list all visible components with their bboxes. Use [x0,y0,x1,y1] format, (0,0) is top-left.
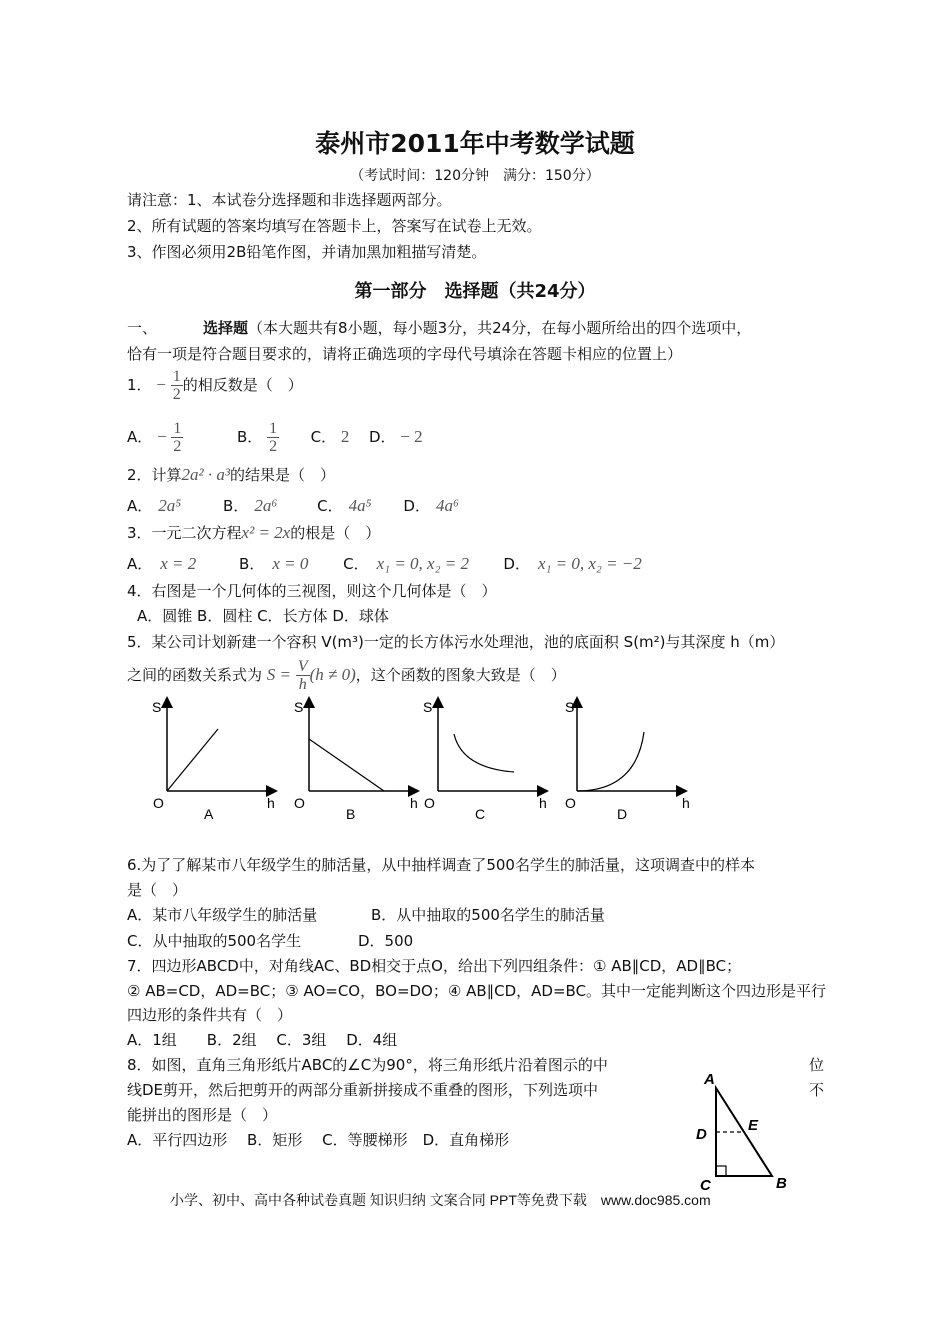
q2-options [127,494,459,518]
q1-a-minus: − [157,427,167,446]
note-3: 3、作图必须用2B铅笔作图，并请加黑加粗描写清楚。 [127,243,487,261]
q7-line3: 四边形的条件共有（ ） [127,1006,293,1024]
graph-b-x-label: h [410,795,418,811]
q8-line2-end: 不 [809,1081,825,1099]
q8-line3: 能拼出的图形是（ ） [127,1106,278,1124]
q8-triangle-figure [690,1064,800,1194]
vertex-a: A [704,1071,715,1088]
vertex-b: B [776,1175,787,1192]
q3-option-a: x = 2 [160,554,197,573]
right-angle-mark [716,1166,726,1176]
q3-option-b: x = 0 [272,554,309,573]
graph-b-option-label: B [346,806,356,822]
q5-graphs [140,696,700,831]
q6-option-c: C．从中抽取的500名学生 [127,932,302,950]
graph-b-origin: O [294,795,305,811]
intro-number: 一、 [127,319,158,337]
page-title: 泰州市2011年中考数学试题 [315,129,635,158]
q1-option-c: 2 [340,427,350,446]
q2-label-c: C． [317,497,343,515]
point-d: D [696,1126,707,1143]
q3-stem-b: 的根是（ ） [290,524,381,542]
q5-line1: 5．某公司计划新建一个容积 V(m³)一定的长方体污水处理池，池的底面积 S(m²)与其深度 h（m） [127,633,785,651]
q5-formula-s: S = [266,665,292,684]
q1-a-fraction: $\frac{1}{2}$ [173,420,182,455]
q3-label-a: A． [127,555,153,573]
section-heading: 第一部分 选择题（共24分） [354,281,596,302]
intro-bold: 选择题 [203,319,249,337]
q3-stem-a: 3．一元二次方程 [127,524,242,542]
q2-option-c: 4a⁵ [348,496,372,515]
q1-label-c: C． [310,428,337,446]
q1-number: 1． [127,376,152,394]
q2-expression: 2a² · a³ [181,465,230,484]
q8-line1-end: 位 [809,1056,825,1074]
graph-a-origin: O [153,795,164,811]
q6-line1: 6.为了了解某市八年级学生的肺活量，从中抽样调查了500名学生的肺活量，这项调查中的样本 [127,856,755,874]
q2-label-d: D． [403,497,430,515]
q1-stem [127,368,303,408]
note-2: 2、所有试题的答案均填写在答题卡上，答案写在试卷上无效。 [127,217,542,235]
q2-option-a: 2a⁵ [158,496,182,515]
graph-d-origin: O [565,795,576,811]
q2-label-a: A． [127,497,153,515]
point-e: E [748,1117,759,1134]
q2-stem-a: 2．计算 [127,466,182,484]
q2-option-d: 4a⁶ [435,496,459,515]
q7-options: A．1组 B．2组 C．3组 D．4组 [127,1031,398,1049]
graph-d-curve [577,732,644,791]
graph-a-curve [167,729,218,791]
section-intro-line1 [127,316,751,340]
graph-b-curve [309,739,384,791]
graph-c-option-label: C [475,806,486,822]
q1-label-b: B． [236,428,263,446]
q1-fraction: $\frac{1}{2}$ [172,368,181,403]
q6-line2: 是（ ） [127,881,188,899]
q1-label-a: A． [127,428,153,446]
q3-expression: x² = 2x [241,523,291,542]
exam-info: （考试时间：120分钟 满分：150分） [350,168,600,184]
q1-option-d: − 2 [400,427,423,446]
q3-label-c: C． [343,555,369,573]
graph-a-x-label: h [267,795,275,811]
q6-option-b: B．从中抽取的500名学生的肺活量 [371,906,605,924]
graph-d-y-label: S [565,699,575,715]
graph-a[interactable] [152,699,275,822]
q1-options [127,420,423,460]
q3-option-c: x₁ = 0, x₂ = 2 [376,554,469,573]
graph-c[interactable] [423,699,547,822]
q5-line2a: 之间的函数关系式为 [127,666,263,684]
graph-c-origin: O [424,795,435,811]
q1-minus: − [156,375,166,394]
q3-label-b: B． [239,555,265,573]
q6-option-a: A．某市八年级学生的肺活量 [127,906,318,924]
q2-label-b: B． [223,497,249,515]
q2-option-b: 2a⁶ [254,496,278,515]
graph-d-x-label: h [682,795,690,811]
vertex-c: C [700,1177,711,1194]
graph-c-curve [454,734,514,772]
q4-stem: 4．右图是一个几何体的三视图，则这个几何体是（ ） [127,582,497,600]
q7-line2: ② AB=CD，AD=BC；③ AO=CO，BO=DO；④ AB∥CD，AD=BC。其中一定能判断这个四边形是平行 [127,982,827,1000]
graph-d[interactable] [565,699,690,822]
section-intro-line2: 恰有一项是符合题目要求的，请将正确选项的字母代号填涂在答题卡相应的位置上） [127,345,683,363]
q3-stem [127,521,380,545]
q3-option-d: x₁ = 0, x₂ = −2 [537,554,642,573]
graph-b-y-label: S [294,699,304,715]
q3-label-d: D． [503,555,530,573]
q5-line2b: ，这个函数的图象大致是（ ） [355,666,566,684]
q2-stem-b: 的结果是（ ） [230,466,336,484]
page-footer: 小学、初中、高中各种试卷真题 知识归纳 文案合同 PPT等免费下载 www.doc985.com [170,1192,711,1208]
graph-b[interactable] [294,699,418,822]
graph-a-option-label: A [204,806,214,822]
q5-formula-condition: (h ≠ 0) [309,665,356,684]
q3-options [127,552,642,576]
q1-b-fraction: $\frac{1}{2}$ [269,420,278,455]
intro-text: （本大题共有8小题，每小题3分，共24分，在每小题所给出的四个选项中， [248,319,752,337]
q5-formula-fraction: $\frac{V}{h}$ [297,658,308,693]
q4-options: A．圆锥 B．圆柱 C．长方体 D．球体 [137,607,389,625]
graph-c-x-label: h [539,795,547,811]
graph-d-option-label: D [617,806,628,822]
q1-question: 的相反数是（ ） [182,376,303,394]
graph-c-y-label: S [423,699,433,715]
q8-line2: 线DE剪开，然后把剪开的两部分重新拼接成不重叠的图形，下列选项中 [127,1081,599,1099]
q7-line1: 7．四边形ABCD中，对角线AC、BD相交于点O，给出下列四组条件：① AB∥CD，AD∥BC； [127,957,742,975]
q8-options: A．平行四边形 B．矩形 C．等腰梯形 D．直角梯形 [127,1131,510,1149]
note-1: 请注意：1、本试卷分选择题和非选择题两部分。 [127,191,452,209]
q6-option-d: D．500 [358,932,414,950]
q2-stem [127,463,335,487]
q5-line2 [127,658,566,698]
q8-line1: 8．如图，直角三角形纸片ABC的∠C为90°，将三角形纸片沿着图示的中 [127,1056,608,1074]
q1-label-d: D． [368,428,396,446]
graph-a-y-label: S [152,699,162,715]
